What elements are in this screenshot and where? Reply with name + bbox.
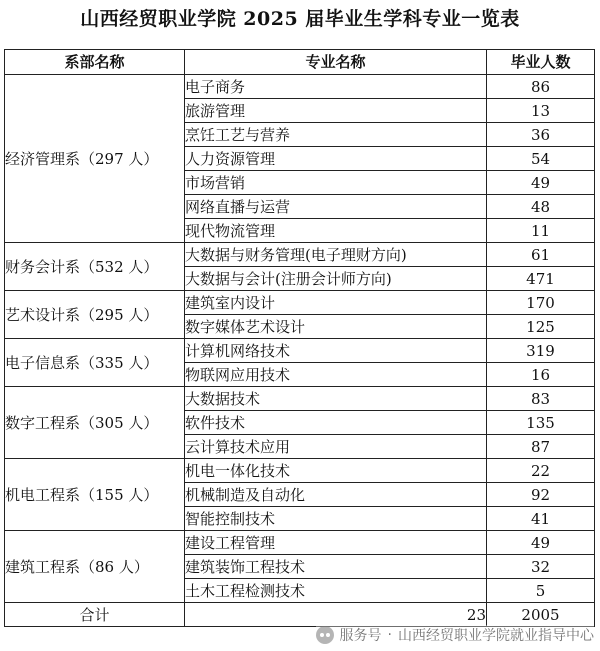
major-name: 智能控制技术 <box>185 507 487 531</box>
table-body <box>5 75 595 603</box>
major-count: 22 <box>487 459 595 483</box>
majors-table <box>4 49 595 627</box>
major-name: 云计算技术应用 <box>185 435 487 459</box>
major-name: 电子商务 <box>185 75 487 99</box>
major-name: 机电一体化技术 <box>185 459 487 483</box>
table-row <box>5 459 595 483</box>
major-count: 125 <box>487 315 595 339</box>
major-count: 319 <box>487 339 595 363</box>
table-row <box>5 243 595 267</box>
major-name: 数字媒体艺术设计 <box>185 315 487 339</box>
watermark-prefix: 服务号 <box>339 628 382 644</box>
major-count: 86 <box>487 75 595 99</box>
major-name: 软件技术 <box>185 411 487 435</box>
chat-bubble-icon <box>316 626 334 644</box>
major-count: 61 <box>487 243 595 267</box>
major-count: 16 <box>487 363 595 387</box>
major-name: 机械制造及自动化 <box>185 483 487 507</box>
major-count: 49 <box>487 531 595 555</box>
major-name: 旅游管理 <box>185 99 487 123</box>
major-count: 83 <box>487 387 595 411</box>
dept-name: 机电工程系（155 人） <box>5 459 185 531</box>
major-name: 土木工程检测技术 <box>185 579 487 603</box>
major-name: 大数据与财务管理(电子理财方向) <box>185 243 487 267</box>
major-count: 48 <box>487 195 595 219</box>
major-count: 92 <box>487 483 595 507</box>
table-header-row <box>5 50 595 75</box>
dept-name: 艺术设计系（295 人） <box>5 291 185 339</box>
dept-name: 经济管理系（297 人） <box>5 75 185 243</box>
major-count: 32 <box>487 555 595 579</box>
dept-name: 电子信息系（335 人） <box>5 339 185 387</box>
major-name: 烹饪工艺与营养 <box>185 123 487 147</box>
major-count: 87 <box>487 435 595 459</box>
header-major: 专业名称 <box>185 50 487 75</box>
total-label: 合计 <box>5 603 185 627</box>
account-watermark <box>316 625 594 645</box>
major-count: 135 <box>487 411 595 435</box>
watermark-separator: · <box>387 627 392 643</box>
major-count: 471 <box>487 267 595 291</box>
major-count: 41 <box>487 507 595 531</box>
total-count: 2005 <box>487 603 595 627</box>
major-name: 市场营销 <box>185 171 487 195</box>
table-row <box>5 291 595 315</box>
major-name: 网络直播与运营 <box>185 195 487 219</box>
major-count: 11 <box>487 219 595 243</box>
major-count: 49 <box>487 171 595 195</box>
major-name: 大数据技术 <box>185 387 487 411</box>
major-name: 物联网应用技术 <box>185 363 487 387</box>
major-count: 54 <box>487 147 595 171</box>
table-row <box>5 339 595 363</box>
major-name: 建筑室内设计 <box>185 291 487 315</box>
total-row <box>5 603 595 627</box>
dept-name: 财务会计系（532 人） <box>5 243 185 291</box>
header-count: 毕业人数 <box>487 50 595 75</box>
table-row <box>5 387 595 411</box>
page-title: 山西经贸职业学院 2025 届毕业生学科专业一览表 <box>80 8 520 30</box>
table-row <box>5 531 595 555</box>
major-name: 现代物流管理 <box>185 219 487 243</box>
major-name: 人力资源管理 <box>185 147 487 171</box>
major-name: 计算机网络技术 <box>185 339 487 363</box>
dept-name: 数字工程系（305 人） <box>5 387 185 459</box>
dept-name: 建筑工程系（86 人） <box>5 531 185 603</box>
major-count: 170 <box>487 291 595 315</box>
header-dept: 系部名称 <box>5 50 185 75</box>
major-count: 5 <box>487 579 595 603</box>
major-name: 建设工程管理 <box>185 531 487 555</box>
major-count: 13 <box>487 99 595 123</box>
major-count: 36 <box>487 123 595 147</box>
table-row <box>5 75 595 99</box>
major-name: 大数据与会计(注册会计师方向) <box>185 267 487 291</box>
total-majors: 23 <box>185 603 487 627</box>
watermark-name: 山西经贸职业学院就业指导中心 <box>398 628 594 644</box>
major-name: 建筑装饰工程技术 <box>185 555 487 579</box>
